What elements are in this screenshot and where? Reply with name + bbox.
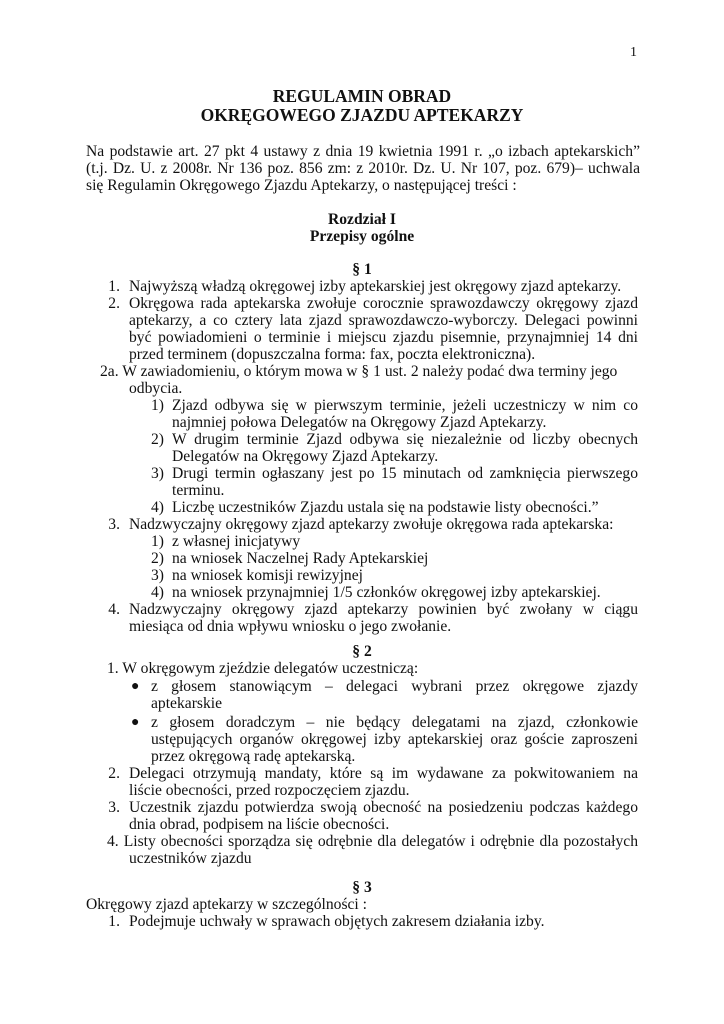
bullet-icon: ● bbox=[131, 679, 140, 694]
subitem-text: na wniosek Naczelnej Rady Aptekarskiej bbox=[172, 550, 429, 567]
item-text: być powiadomieni o terminie i miejscu zjazdu pisemnie, przynajmniej 14 dni bbox=[129, 329, 638, 346]
item-number: 2. bbox=[108, 765, 120, 782]
section-heading-2: § 2 bbox=[352, 643, 372, 660]
chapter-subtitle: Przepisy ogólne bbox=[309, 228, 415, 245]
item-text: uczestników zjazdu bbox=[129, 850, 252, 867]
item-number: 1. bbox=[108, 913, 120, 930]
item-number: 1. bbox=[108, 278, 120, 295]
subitem-number: 4) bbox=[151, 499, 164, 516]
item-text: dnia obrad, podpisem na liście obecności. bbox=[129, 816, 390, 833]
item-text: przed terminem (dopuszczalna forma: fax, poczta elektroniczna). bbox=[129, 346, 536, 363]
item-text: Delegaci otrzymują mandaty, które są im wydawane za pokwitowaniem na bbox=[129, 765, 638, 782]
bullet-text: z głosem stanowiącym – delegaci wybrani przez okręgowe zjazdy bbox=[151, 678, 638, 695]
subitem-text: terminu. bbox=[172, 482, 225, 499]
item-text: liście obecności, przed rozpoczęciem zjazdu. bbox=[129, 782, 410, 799]
subitem-text: na wniosek komisji rewizyjnej bbox=[172, 567, 363, 584]
subitem-text: z własnej inicjatywy bbox=[172, 533, 301, 550]
item-text: Uczestnik zjazdu potwierdza swoją obecność na posiedzeniu podczas każdego bbox=[129, 799, 638, 816]
item-number: 4. bbox=[108, 601, 120, 618]
subitem-number: 1) bbox=[151, 533, 164, 550]
item-text: Podejmuje uchwały w sprawach objętych zakresem działania izby. bbox=[129, 913, 545, 930]
item-text: Okręgowa rada aptekarska zwołuje corocznie sprawozdawczy okręgowy zjazd bbox=[129, 295, 638, 312]
subitem-number: 3) bbox=[151, 567, 164, 584]
subitem-text: na wniosek przynajmniej 1/5 członków okręgowej izby aptekarskiej. bbox=[172, 584, 601, 601]
intro-line: (t.j. Dz. U. z 2008r. Nr 136 poz. 856 zm: z 2010r. Dz. U. Nr 107, poz. 679)– uchwala bbox=[86, 160, 640, 177]
item-text: aptekarzy, a co cztery lata zjazd sprawozdawczo-wyborczy. Delegaci powinni bbox=[129, 312, 638, 329]
title-line-2: OKRĘGOWEGO ZJAZDU APTEKARZY bbox=[200, 105, 524, 125]
document-title bbox=[0, 87, 724, 125]
bullet-text: ustępujących organów okręgowej izby aptekarskiej oraz goście zaproszeni bbox=[151, 731, 638, 748]
bullet-text: aptekarskie bbox=[151, 695, 223, 712]
item-text: Nadzwyczajny okręgowy zjazd aptekarzy powinien być zwołany w ciągu bbox=[129, 601, 638, 618]
item-text: miesiąca od dnia wpływu wniosku o jego zwołanie. bbox=[129, 618, 452, 635]
chapter-heading bbox=[0, 211, 724, 245]
subitem-number: 4) bbox=[151, 584, 164, 601]
item-number: 2. bbox=[108, 295, 120, 312]
item-text: 2a. W zawiadomieniu, o którym mowa w § 1 ust. 2 należy podać dwa terminy jego bbox=[100, 363, 618, 380]
title-line-1: REGULAMIN OBRAD bbox=[272, 86, 452, 106]
bullet-text: przez okręgową radę aptekarską. bbox=[151, 748, 356, 765]
page-number: 1 bbox=[630, 45, 637, 60]
intro-paragraph bbox=[86, 143, 640, 194]
item-text: 4. Listy obecności sporządza się odrębnie dla delegatów i odrębnie dla pozostałych bbox=[107, 833, 638, 850]
subitem-text: Liczbę uczestników Zjazdu ustala się na podstawie listy obecności.” bbox=[172, 499, 599, 516]
subitem-number: 2) bbox=[151, 550, 164, 567]
subitem-number: 2) bbox=[151, 431, 164, 448]
item-text: 1. W okręgowym zjeździe delegatów uczestniczą: bbox=[107, 660, 419, 677]
item-number: 3. bbox=[108, 799, 120, 816]
intro-line: Na podstawie art. 27 pkt 4 ustawy z dnia 19 kwietnia 1991 r. „o izbach aptekarskich” bbox=[86, 143, 640, 160]
subitem-text: Drugi termin ogłaszany jest po 15 minutach od zamknięcia pierwszego bbox=[172, 465, 638, 482]
subitem-text: Delegatów na Okręgowy Zjazd Aptekarzy. bbox=[172, 448, 439, 465]
subitem-text: W drugim terminie Zjazd odbywa się niezależnie od liczby obecnych bbox=[172, 431, 638, 448]
subitem-text: Zjazd odbywa się w pierwszym terminie, jeżeli uczestniczy w nim co bbox=[172, 397, 638, 414]
item-text: Najwyższą władzą okręgowej izby aptekarskiej jest okręgowy zjazd aptekarzy. bbox=[129, 278, 622, 295]
section-heading-3: § 3 bbox=[352, 879, 372, 896]
section-intro: Okręgowy zjazd aptekarzy w szczególności : bbox=[86, 896, 367, 913]
item-text: odbycia. bbox=[129, 380, 183, 397]
chapter-title: Rozdział I bbox=[327, 211, 396, 228]
intro-line: się Regulamin Okręgowego Zjazdu Aptekarzy, o następującej treści : bbox=[86, 177, 517, 194]
item-text: Nadzwyczajny okręgowy zjazd aptekarzy zwołuje okręgowa rada aptekarska: bbox=[129, 516, 614, 533]
subitem-number: 3) bbox=[151, 465, 164, 482]
bullet-icon: ● bbox=[131, 715, 140, 730]
section-heading-1: § 1 bbox=[352, 261, 372, 278]
subitem-text: najmniej połowa Delegatów na Okręgowy Zjazd Aptekarzy. bbox=[172, 414, 547, 431]
item-number: 3. bbox=[108, 516, 120, 533]
subitem-number: 1) bbox=[151, 397, 164, 414]
bullet-text: z głosem doradczym – nie będący delegatami na zjazd, członkowie bbox=[151, 714, 638, 731]
